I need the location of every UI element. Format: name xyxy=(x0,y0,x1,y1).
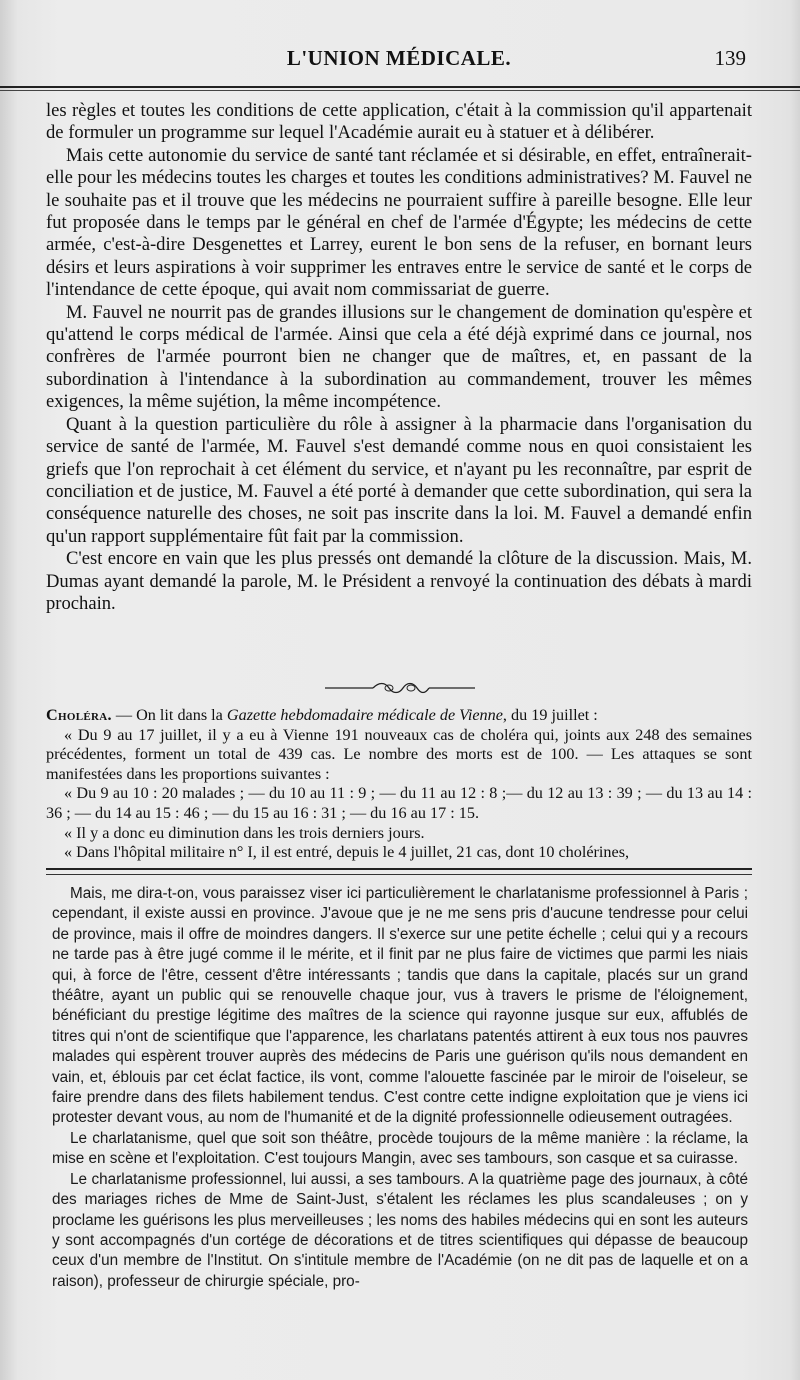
news-paragraph: « Dans l'hôpital militaire n° I, il est entré, depuis le 4 juillet, 21 cas, dont 10 cholérines, xyxy=(64,843,630,862)
news-heading: Choléra. xyxy=(46,706,112,724)
page-number: 139 xyxy=(714,46,746,70)
news-intro-after: , du 19 juillet : xyxy=(502,706,598,724)
feuilleton-section xyxy=(52,884,748,1292)
header-rule-thin xyxy=(0,90,800,91)
paragraph: M. Fauvel ne nourrit pas de grandes illusions sur le changement de domination qu'espère et qu'attend le corps médical de l'armée. Ainsi que cela a été déjà exprimé dans ce journal, nos confrères de l'armée pourront bien ne changer que de maîtres, et, en passant de la subordination à l'intendance à la subordination au commandement, trouver les mêmes exigences, la même sujétion, la même incompétence. xyxy=(46,301,752,413)
news-paragraph: « Du 9 au 17 juillet, il y a eu à Vienne 191 nouveaux cas de choléra qui, joints aux 248 des semaines précédentes, forment un total de 439 cas. Le nombre des morts est de 100. — Les attaques se sont manifestées dans les proportions suivantes : xyxy=(46,725,752,783)
news-source-title: Gazette hebdomadaire médicale de Vienne xyxy=(226,706,503,724)
running-title: L'UNION MÉDICALE. xyxy=(286,46,512,70)
feuilleton-rule xyxy=(46,868,752,870)
news-paragraph: « Il y a donc eu diminution dans les trois derniers jours. xyxy=(64,823,425,842)
header-rule xyxy=(0,86,800,88)
main-article xyxy=(46,100,752,615)
news-intro-before: — On lit dans la xyxy=(111,706,227,724)
paragraph: les règles et toutes les conditions de cette application, c'était à la commission qu'il appartenait de formuler un programme sur lequel l'Académie aurait eu à statuer et à délibérer. xyxy=(46,100,752,144)
page-header xyxy=(46,0,752,74)
ornament-icon xyxy=(325,681,475,695)
paragraph: C'est encore en vain que les plus pressés ont demandé la clôture de la discussion. Mais, M. Dumas ayant demandé la parole, M. le Président a renvoyé la continuation des débats à mardi prochain. xyxy=(46,548,752,614)
news-item-cholera xyxy=(46,706,752,863)
news-lead xyxy=(46,706,752,726)
feuilleton-rule-thin xyxy=(46,874,752,875)
feuilleton-paragraph: Le charlatanisme, quel que soit son théâtre, procède toujours de la même manière : la réclame, la mise en scène et l'exploitation. C'est toujours Mangin, avec ses tambours, son casque et sa cuirasse. xyxy=(52,1129,748,1168)
ornament-divider xyxy=(0,680,800,698)
paragraph: Quant à la question particulière du rôle à assigner à la pharmacie dans l'organisation du service de santé de l'armée, M. Fauvel s'est demandé comme nous en quoi consistaient les griefs que l'on reprochait à cet élément du service, et n'ayant pu les reconnaître, par esprit de conciliation et de justice, M. Fauvel a été porté à demander que cette subordination, qui sera la conséquence naturelle des choses, ne soit pas inscrite dans la loi. M. Fauvel a demandé enfin qu'un rapport supplémentaire fût fait par la commission. xyxy=(46,413,752,547)
feuilleton-paragraph: Mais, me dira-t-on, vous paraissez viser ici particulièrement le charlatanisme professionnel à Paris ; cependant, il existe aussi en province. J'avoue que je ne me sens pris d'aucune tendresse pour celui de province, mais il offre de moindres dangers. Il s'exerce sur une petite échelle ; celui qui y a recours ne tarde pas à être jugé comme il le mérite, et il finit par ne plus faire de victimes que parmi les niais qui, à force de l'être, cessent d'être intéressants ; tandis que dans la capitale, placés sur un grand théâtre, ayant un public qui se renouvelle chaque jour, vus à travers le prisme de l'éloignement, bénéficiant du prestige légitime des maîtres de la science qui rayonne jusque sur eux, affublés de titres qui n'ont de scientifique que l'apparence, les charlatans patentés attirent à eux tous nos pauvres malades qui espèrent trouver auprès des médecins de Paris une guérison qu'ils nous demandent en vain, et, éblouis par cet éclat factice, ils vont, comme l'alouette fascinée par le miroir de l'oiseleur, se faire prendre dans des filets habilement tendus. C'est contre cette indigne exploitation que je viens ici protester devant vous, au nom de l'humanité et de la dignité professionnelle odieusement outragées. xyxy=(52,885,748,1127)
paragraph: Mais cette autonomie du service de santé tant réclamée et si désirable, en effet, entraînerait-elle pour les médecins toutes les charges et toutes les conditions administratives? M. Fauvel ne le souhaite pas et il trouve que les médecins ne pourraient suffire à pareille besogne. Elle leur fut proposée dans le temps par le général en chef de l'armée d'Égypte; les médecins de cette armée, c'est-à-dire Desgenettes et Larrey, eurent le bon sens de la refuser, en bornant leurs désirs et leurs aspirations à voir supprimer les entraves entre le service de santé et le corps de l'intendance de cette époque, qui avait nom commissariat de guerre. xyxy=(46,144,752,301)
news-paragraph: « Du 9 au 10 : 20 malades ; — du 10 au 11 : 9 ; — du 11 au 12 : 8 ;— du 12 au 13 : 39 ; — du 13 au 14 : 36 ; — du 14 au 15 : 46 ; — du 15 au 16 : 31 ; — du 16 au 17 : 15. xyxy=(46,784,752,822)
feuilleton-paragraph: Le charlatanisme professionnel, lui aussi, a ses tambours. A la quatrième page des journaux, à côté des mariages riches de Mme de Saint-Just, s'étalent les réclames les plus scandaleuses ; on y proclame les guérisons les plus merveilleuses ; les noms des habiles médecins qui en sont les auteurs y sont accompagnés d'un cortége de décorations et de titres scientifiques qui dépasse de beaucoup ceux d'un membre de l'Institut. On s'intitule membre de l'Académie (on ne dit pas de laquelle et on a raison), professeur de chirurgie spéciale, pro- xyxy=(52,1170,748,1290)
